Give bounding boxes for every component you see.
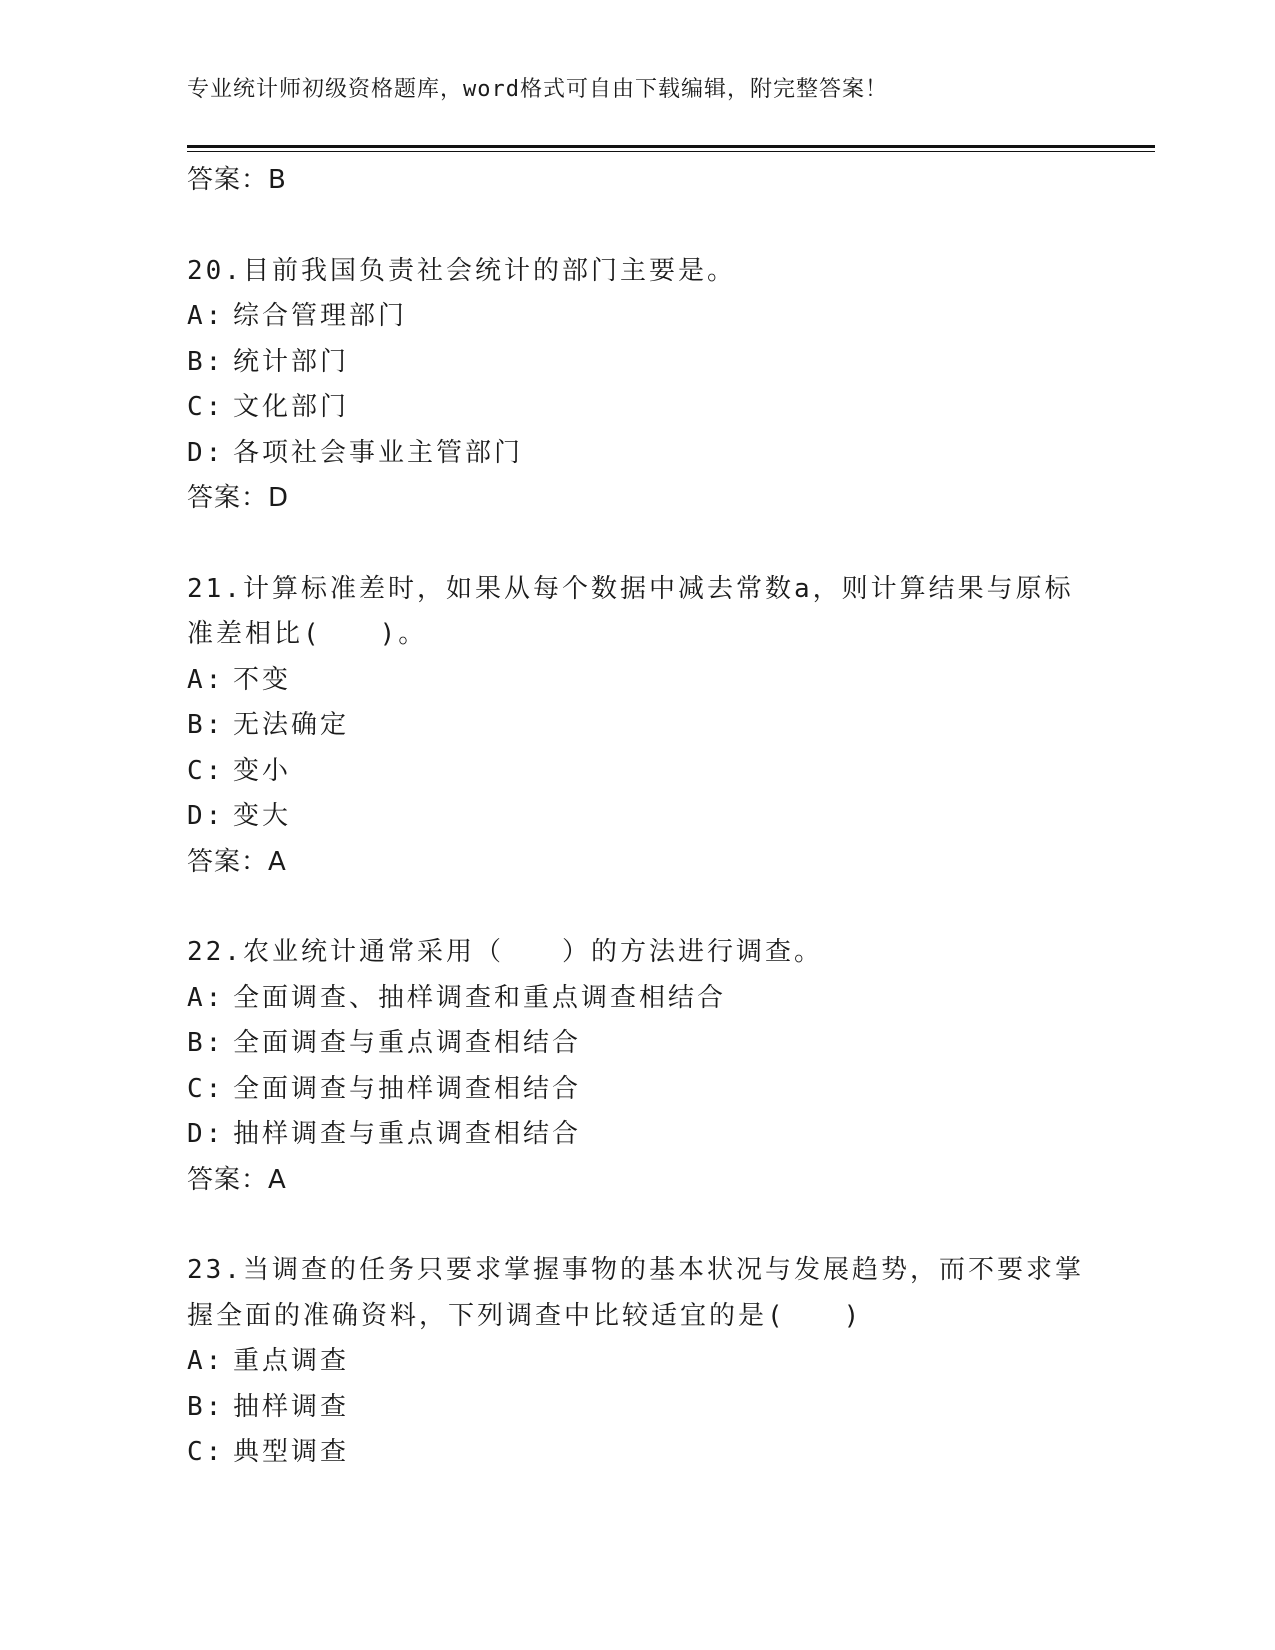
option-text: 综合管理部门: [233, 301, 408, 331]
answer: 答案：A: [187, 1164, 287, 1195]
option-text: 不变: [233, 664, 292, 695]
option-d: [187, 1112, 1107, 1158]
option-c: [187, 749, 1107, 795]
option-key: D:: [187, 1119, 225, 1149]
option-key: A:: [187, 1346, 225, 1376]
question-text: 20.目前我国负责社会统计的部门主要是。: [187, 255, 736, 286]
option-text: 文化部门: [233, 392, 350, 422]
question-22: [187, 930, 1107, 1203]
option-key: D:: [187, 437, 225, 468]
option-text: 全面调查与重点调查相结合: [233, 1028, 582, 1058]
option-text: 统计部门: [233, 346, 350, 377]
option-key: C:: [187, 1073, 225, 1104]
header-rule-thin: [187, 151, 1155, 152]
option-key: B:: [187, 1028, 225, 1058]
header-rule-thick: [187, 145, 1155, 148]
option-key: C:: [187, 1437, 225, 1467]
option-text: 无法确定: [233, 710, 350, 740]
option-text: 变小: [233, 755, 292, 786]
option-key: C:: [187, 755, 225, 786]
option-key: D:: [187, 801, 225, 831]
option-key: C:: [187, 392, 225, 422]
option-text: 各项社会事业主管部门: [233, 437, 524, 468]
question-text: 22.农业统计通常采用（ ）的方法进行调查。: [187, 937, 823, 967]
question-20: [187, 249, 1107, 522]
question-text: 23.当调查的任务只要求掌握事物的基本状况与发展趋势，而不要求掌: [187, 1255, 1084, 1285]
answer: 答案：D: [187, 483, 290, 513]
question-text: 握全面的准确资料，下列调查中比较适宜的是( ): [187, 1300, 863, 1331]
option-text: 全面调查、抽样调查和重点调查相结合: [233, 982, 727, 1013]
option-b: [187, 340, 1107, 386]
option-text: 典型调查: [233, 1437, 350, 1467]
option-key: B:: [187, 710, 225, 740]
option-d: [187, 431, 1107, 477]
option-b: [187, 1385, 1107, 1431]
option-a: [187, 658, 1107, 704]
option-key: A:: [187, 301, 225, 331]
answer-previous: 答案：B: [187, 165, 287, 195]
question-text: 21.计算标准差时，如果从每个数据中减去常数a，则计算结果与原标: [187, 573, 1074, 604]
option-a: [187, 1339, 1107, 1385]
option-text: 抽样调查: [233, 1391, 350, 1422]
question-23: [187, 1248, 1107, 1476]
answer: 答案：A: [187, 846, 287, 877]
option-text: 全面调查与抽样调查相结合: [233, 1073, 582, 1104]
option-c: [187, 385, 1107, 431]
option-key: B:: [187, 346, 225, 377]
option-d: [187, 794, 1107, 840]
option-c: [187, 1067, 1107, 1113]
question-text: 准差相比( )。: [187, 619, 428, 649]
question-21: [187, 567, 1107, 886]
option-c: [187, 1430, 1107, 1476]
option-text: 抽样调查与重点调查相结合: [233, 1119, 582, 1149]
option-key: A:: [187, 664, 225, 695]
option-text: 变大: [233, 801, 292, 831]
option-b: [187, 703, 1107, 749]
option-key: B:: [187, 1391, 225, 1422]
question-list: [187, 158, 1107, 1476]
option-b: [187, 1021, 1107, 1067]
page-header: 专业统计师初级资格题库，word格式可自由下载编辑，附完整答案！: [187, 77, 888, 102]
option-a: [187, 976, 1107, 1022]
option-a: [187, 294, 1107, 340]
option-key: A:: [187, 982, 225, 1013]
option-text: 重点调查: [233, 1346, 350, 1376]
